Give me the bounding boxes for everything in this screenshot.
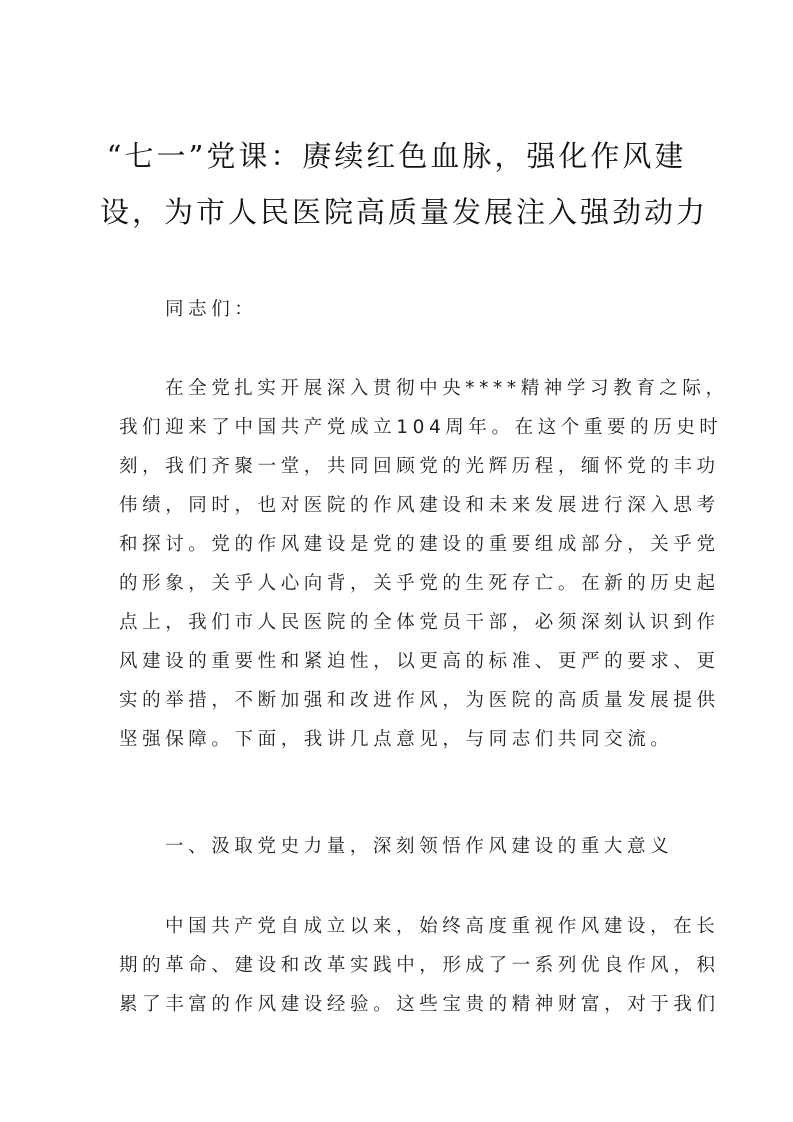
text-line: 伟绩，同时，也对医院的作风建设和未来发展进行深入思考: [119, 495, 720, 516]
text-line: 实的举措，不断加强和改进作风，为医院的高质量发展提供: [119, 690, 720, 711]
text-line: 风建设的重要性和紧迫性，以更高的标准、更严的要求、更: [119, 651, 720, 672]
text-line: 期的革命、建设和改革实践中，形成了一系列优良作风，积: [119, 955, 720, 976]
paragraph-section-1: [119, 907, 720, 1024]
text-line: 坚强保障。下面，我讲几点意见，与同志们共同交流。: [119, 729, 674, 750]
paragraph-intro: [119, 369, 729, 759]
text-line: 中国共产党自成立以来，始终高度重视作风建设，在长: [165, 916, 720, 937]
text-line: 累了丰富的作风建设经验。这些宝贵的精神财富，对于我们: [119, 994, 720, 1015]
section-heading-1: 一、汲取党史力量，深刻领悟作风建设的重大意义: [165, 836, 674, 857]
text-line: 在全党扎实开展深入贯彻中央****精神学习教育之际，: [165, 378, 729, 399]
document-title: [100, 128, 709, 240]
text-line: 点上，我们市人民医院的全体党员干部，必须深刻认识到作: [119, 612, 720, 633]
title-line: 设，为市人民医院高质量发展注入强劲动力: [100, 195, 709, 229]
title-line: “七一”党课：赓续红色血脉，强化作风建: [106, 139, 687, 173]
text-line: 我们迎来了中国共产党成立104周年。在这个重要的历史时: [119, 417, 723, 438]
text-line: 和探讨。党的作风建设是党的建设的重要组成部分，关乎党: [119, 534, 720, 555]
text-line: 的形象，关乎人心向背，关乎党的生死存亡。在新的历史起: [119, 573, 720, 594]
salutation: 同志们：: [165, 299, 258, 320]
text-line: 刻，我们齐聚一堂，共同回顾党的光辉历程，缅怀党的丰功: [119, 456, 720, 477]
